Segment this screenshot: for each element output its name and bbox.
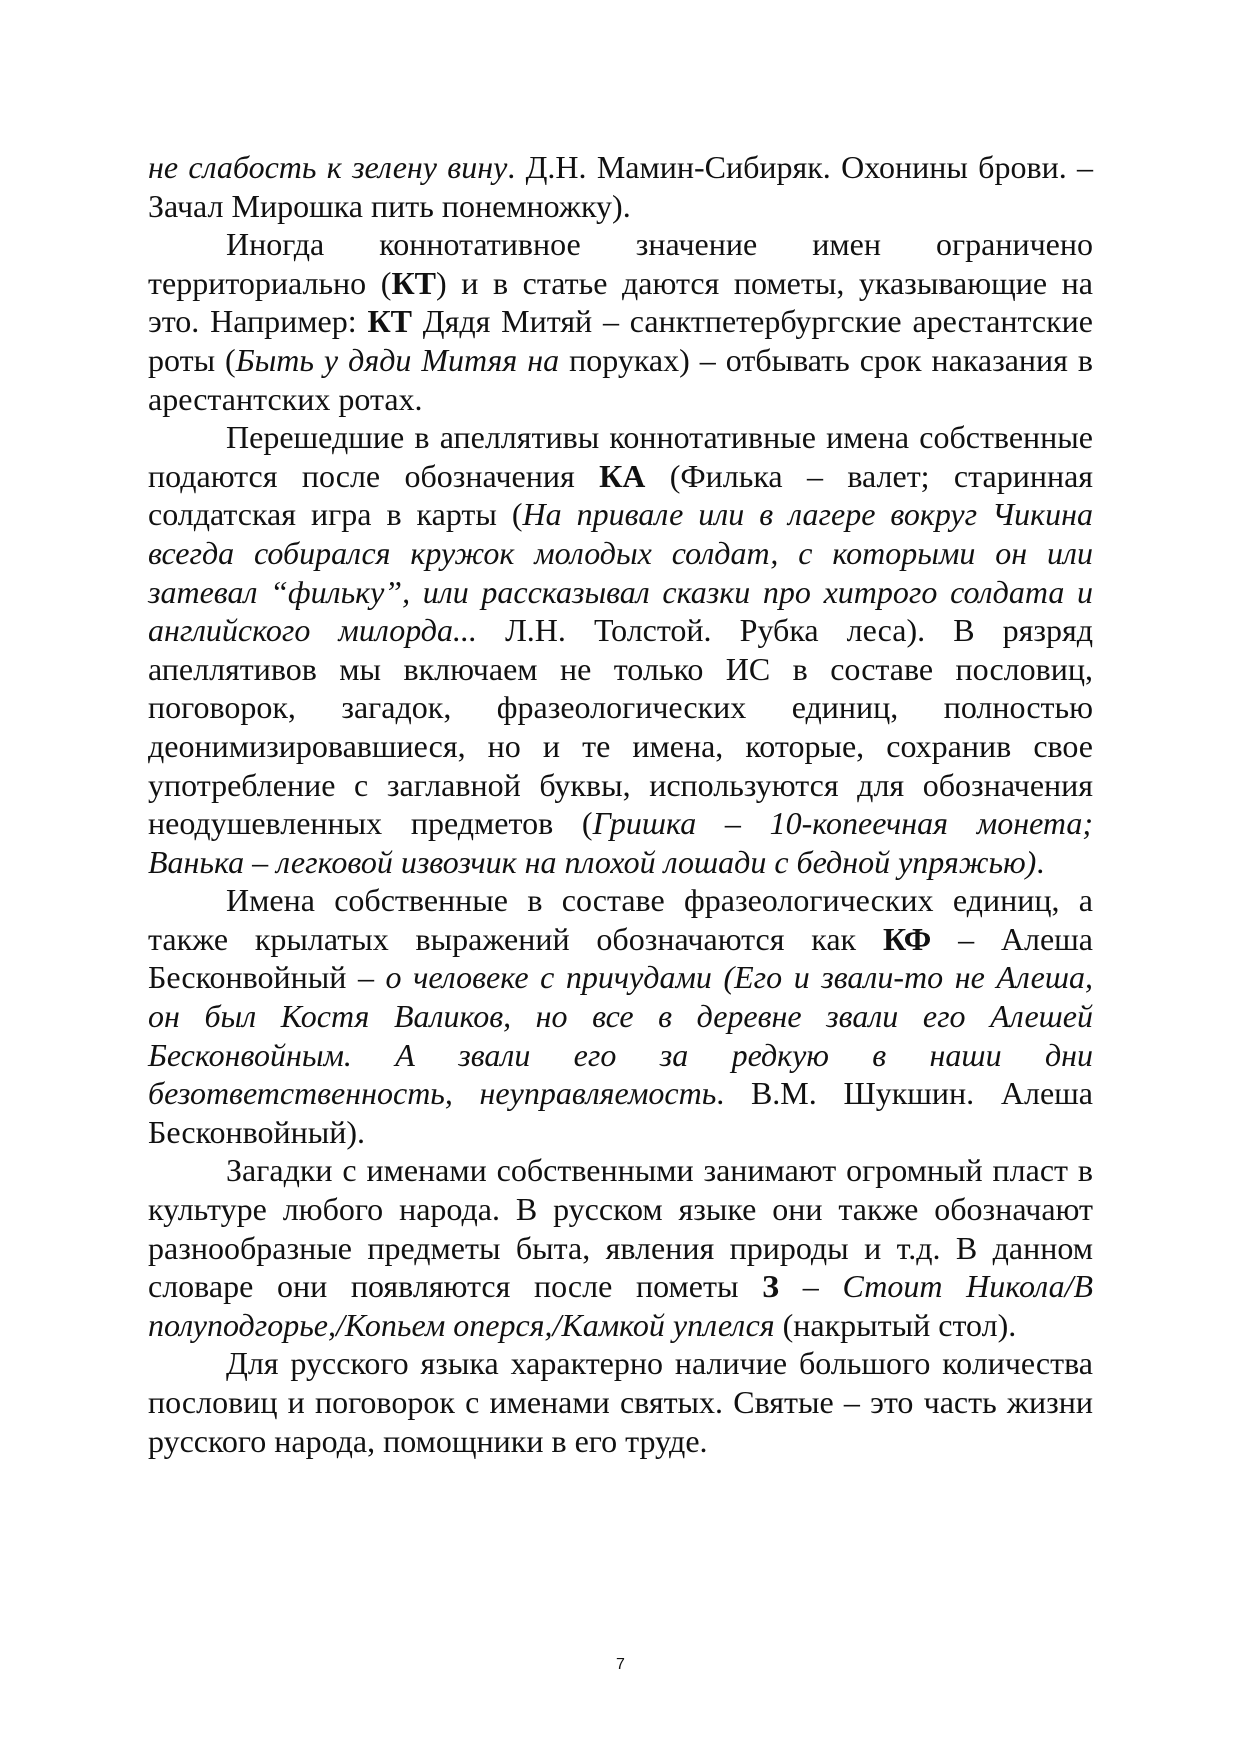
paragraph-text: Дядя Митяй – санктпетербургские арестантские роты ( (148, 303, 1094, 378)
italic-quote: На привале или в лагере вокруг Чикина всегда собирался кружок молодых солдат, с которыми он или затевал “фильку”, или рассказывал сказки про хитрого солдата и английского милорда... (148, 496, 1093, 649)
paragraph-text: Л.Н. Толстой. Рубка леса). В рязряд апеллятивов мы включаем не только ИС в составе пословиц, поговорок, загадок, фразеологических единиц, полностью деонимизировавшиеся, но и те имена, которые, сохранив свое употребление с заглавной буквы, используются для обозначения неодушевленных предметов ( (148, 612, 1094, 842)
mark-kt: КТ (391, 264, 436, 301)
page-number: 7 (616, 1656, 625, 1673)
document-body (148, 148, 1093, 1460)
paragraph-text: – (779, 1268, 843, 1305)
mark-z: З (762, 1268, 780, 1305)
mark-kf: КФ (882, 920, 932, 957)
paragraph-appellatives (148, 418, 1093, 881)
paragraph-text: Загадки с именами собственными занимают огромный пласт в культуре любого народа. В русском языке они также обозначают разнообразные предметы быта, явления природы и т.д. В данном словаре они появляются после пометы (148, 1152, 1093, 1305)
mark-kt: КТ (367, 303, 412, 340)
paragraph-text: . (1036, 843, 1045, 880)
paragraph-text: . Д.Н. Мамин-Сибиряк. Охонины брови. – Зачал Мирошка пить понемножку). (148, 149, 1094, 224)
paragraph-text: . В.М. Шукшин. Алеша Бесконвойный). (148, 1075, 1094, 1150)
paragraph-territorial (148, 225, 1093, 418)
paragraph-text: (накрытый стол). (774, 1306, 1017, 1343)
paragraph-text: – Алеша Бесконвойный – (148, 920, 1094, 996)
italic-quote: не слабость к зелену вину (148, 149, 508, 185)
paragraph-text: Для русского языка характерно наличие большого количества пословиц и поговорок с именами святых. Святые – это часть жизни русского народа, помощники в его труде. (148, 1345, 1093, 1459)
paragraph-riddles (148, 1151, 1093, 1344)
paragraph-text: ) и в статье даются пометы, указывающие на это. Например: (148, 264, 1094, 340)
paragraph-continuation (148, 148, 1093, 225)
italic-quote: Быть у дяди Митяя на (235, 341, 560, 378)
paragraph-saints (148, 1344, 1093, 1460)
paragraph-text: (Филька – валет; старинная солдатская игра в карты ( (148, 457, 1094, 533)
italic-quote: о человеке с причудами (Его и звали-то не Алеша, он был Костя Валиков, но все в деревне звали его Алешей Бесконвойным. А звали его за редкую в наши дни безответственность, неуправляемость (148, 959, 1094, 1112)
paragraph-phraseology (148, 881, 1093, 1151)
mark-ka: КА (599, 457, 646, 494)
paragraph-text: Имена собственные в составе фразеологических единиц, а также крылатых выражений обозначаются как (148, 882, 1093, 957)
paragraph-text: Иногда коннотативное значение имен ограничено территориально ( (148, 226, 1093, 301)
italic-quote: Стоит Никола/В полуподгорье,/Копьем оперся,/Камкой уплелся (148, 1268, 1094, 1343)
paragraph-text: поруках) – отбывать срок наказания в арестантских ротах. (148, 341, 1094, 417)
paragraph-text: Перешедшие в апеллятивы коннотативные имена собственные подаются после обозначения (148, 419, 1093, 494)
italic-quote: Гришка – 10-копеечная монета; Ванька – легковой извозчик на плохой лошади с бедной упряжью) (148, 805, 1094, 880)
